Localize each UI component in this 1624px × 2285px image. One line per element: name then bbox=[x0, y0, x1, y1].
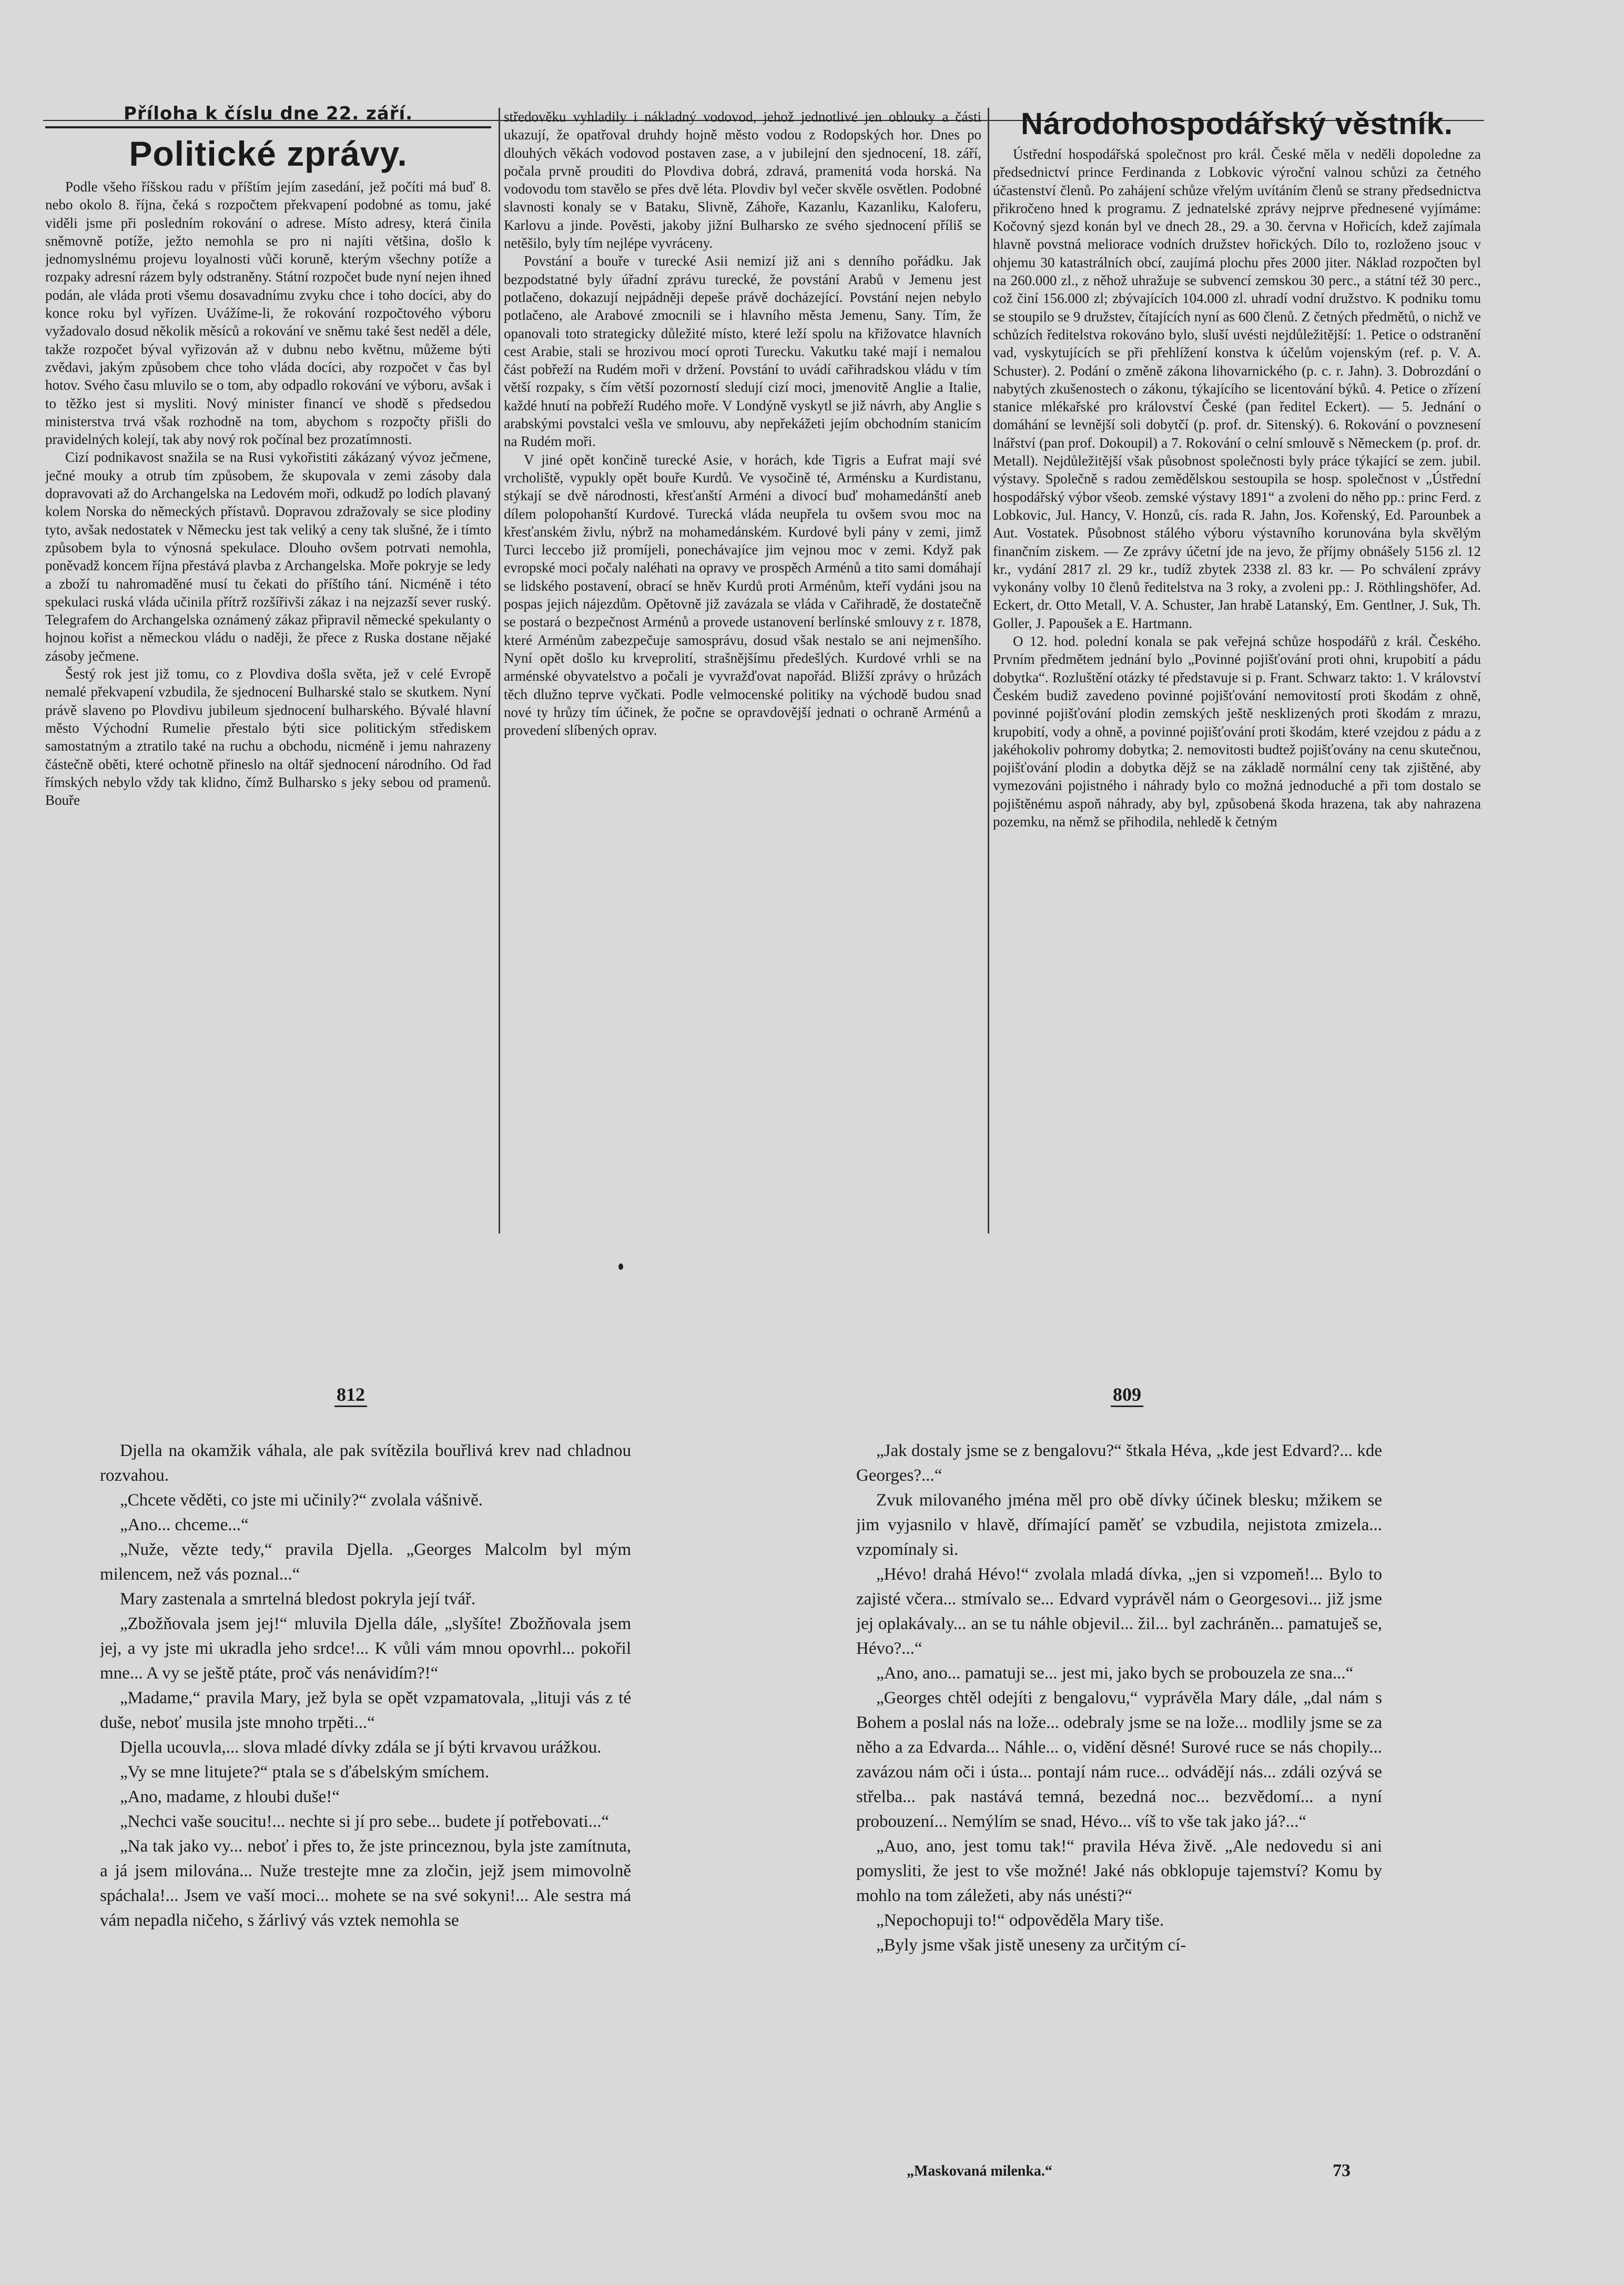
novel-right-paragraph: „Byly jsme však jistě uneseny za určitým cí- bbox=[876, 1936, 1186, 1955]
ink-speck bbox=[618, 1263, 623, 1270]
middle-paragraph: V jiné opět končině turecké Asie, v horách, kde Tigris a Eufrat mají své vrcholiště, vypukly opět bouře Kurdů. Ve vysočině té, Arménsku a Kurdistanu, stýkají se dvě národnosti, křesťanští Arméni a divocí buď mohamedánští aneb dílem polopohanští Kurdové. Turecká vláda neupřela tu ovšem svou moc na křesťanském živlu, nýbrž na mohamedánském. Kurdové byli pány v zemi, jimž Turci leccebo již promíjeli, ponechávajíce jim vejnou moc v zemi. Když pak evropské moci počaly naléhati na opravy ve prospěch Arménů a tito sami domáhají se lidského postavení, obrací se hněv Kurdů proti Arménům, kteří vydáni jsou na pospas jejich nájezdům. Opětovně již zavázala se vláda v Cařihradě, že dostatečně se postará o bezpečnost Arménů a provede ustanovení berlínské smlouvy z r. 1878, které Arménům zabezpečuje samosprávu, dosud však nestalo se ani nejmenšího. Nyní opět došlo ku krveprolití, strašnějšímu předešlých. Kurdové vrhli se na arménské obyvatelstvo a počali je vyvražďovat napořád. Bližší zprávy o hrůzách těch dlužno teprve vyčkati. Podle velmocenské politiky na východě budou snad nové ty hrůzy tím účinek, že počne se opravdovější jednati o ochraně Arménů a provedení slíbených oprav. bbox=[504, 451, 981, 739]
novel-left-paragraph: „Ano... chceme...“ bbox=[120, 1515, 249, 1534]
novel-footer-title: „Maskovaná milenka.“ bbox=[907, 2163, 1052, 2179]
economic-news-body bbox=[993, 145, 1481, 831]
novel-left-paragraph: Djella ucouvla,... slova mladé dívky zdála se jí býti krvavou urážkou. bbox=[120, 1738, 602, 1757]
novel-right-paragraph: „Hévo! drahá Hévo!“ zvolala mladá dívka, „jen si vzpomeň!... Bylo to zajisté včera... stmívalo se... Edvard vyprávěl nám o Georgesovi... již jsme jej oplakávaly... an se tu náhle objevil... žil... byl zachráněn... pamatuješ se, Hévo?...“ bbox=[856, 1565, 1382, 1658]
right-page-number bbox=[1111, 1383, 1143, 1407]
novel-left-paragraph: „Madame,“ pravila Mary, jež byla se opět vzpamatovala, „lituji vás z té duše, neboť musila jste mnoho trpěti...“ bbox=[100, 1689, 631, 1732]
political-news-title: Politické zprávy. bbox=[129, 134, 408, 173]
middle-paragraph: středověku vyhladily i nákladný vodovod, jehož jednotlivé jen oblouky a části ukazují, že opatřoval druhdy hojně město vodou z Rodopských hor. Dnes po dlouhých věkách vodovod postaven zase, a v jubilejní den sjednocení, 18. září, počala prvně prouditi do Plovdiva dobrá, zdravá, pramenitá voda horská. Na vodovodu tom stavělo se přes dvě léta. Plovdiv byl večer skvěle osvětlen. Podobné slavnosti konaly se v Bataku, Slivně, Záhoře, Kazanlu, Kazanliku, Kaloferu, Karlovu a jinde. Pověsti, jakoby jižní Bulharsko ze svého sjednocení příliš se netěšilo, byly tím nejlépe vyvráceny. bbox=[504, 109, 981, 251]
novel-right-paragraph: Zvuk milovaného jména měl pro obě dívky účinek blesku; mžikem se jim vyjasnilo v hlavě, dřímající paměť se vzbudila, nejistota zmizela... vzpomínaly si. bbox=[856, 1491, 1382, 1559]
novel-left-paragraph: „Nuže, vězte tedy,“ pravila Djella. „Georges Malcolm byl mým milencem, než vás poznal...“ bbox=[100, 1540, 631, 1584]
novel-right-paragraph: „Auo, ano, jest tomu tak!“ pravila Héva živě. „Ale nedovedu si ani pomysliti, že jest to vše možné! Jaké nás obklopuje tajemství? Komu by mohlo na tom záležeti, aby nás unésti?“ bbox=[856, 1837, 1382, 1905]
political-paragraph: Šestý rok jest již tomu, co z Plovdiva došla světa, jež v celé Evropě nemalé překvapení vzbudila, že sjednocení Bulharské stalo se skutkem. Nyní právě slaveno po Plovdivu jubileum sjednocení bulharského. Bývalé hlavní město Východní Rumelie přestalo býti sice politickým střediskem samostatným a ztratilo také na ruchu a obchodu, nicméně i jemu nahrazeny částečně oběti, které ochotně přineslo na oltář sjednocení národního. Od řad římských nebylo vždy tak klidno, čímž Bulharsko s jeky sebou od pramenů. Bouře bbox=[45, 666, 491, 808]
political-news-body bbox=[45, 178, 491, 809]
middle-paragraph: Povstání a bouře v turecké Asii nemizí již ani s denního pořádku. Jak bezpodstatné byly úřadní zprávu turecké, že povstání Arabů v Jemenu jest potlačeno, dokazují nejpádněji depeše právě docházející. Povstání nejen nebylo potlačeno, ale Arabové zmocnili se i hlavního města Jemenu, Sany. Tím, že opanovali toto strategicky důležité místo, které leží spolu na křižovatce hlavních cest Arabie, stali se hrozivou mocí oproti Turecku. Vakutku také mají i nemalou část pobřeží na Rudém moři v držení. Povstání to uvádí cařihradskou vládu v tím větší rozpaky, s čím větší pozorností sledují cizí moci, jmenovitě Anglie a Italie, každé hnutí na pobřeží Rudého moře. V Londýně vyskytl se již návrh, aby Anglie s arabskými povstalci vešla ve smlouvu, aby nepřekážeti jejím obchodním stanicím na Rudém moři. bbox=[504, 253, 981, 450]
supplement-underline bbox=[45, 126, 491, 128]
novel-left-paragraph: „Zbožňovala jsem jej!“ mluvila Djella dále, „slyšíte! Zbožňovala jsem jej, a vy jste mi ukradla jeho srdce!... K vůli vám mnou opovrhl... pokořil mne... A vy se ještě ptáte, proč vás nenávidím?!“ bbox=[100, 1614, 631, 1683]
column-divider-1 bbox=[499, 108, 500, 1234]
economic-paragraph: O 12. hod. polední konala se pak veřejná schůze hospodářů z král. Českého. Prvním předmětem jednání bylo „Povinné pojišťování proti ohni, krupobití a pádu dobytka“. Rozluštění otázky té představuje si p. Frant. Schwarz takto: 1. V království Českém budiž zavedeno povinné pojišťování nemovitostí proti škodám z ohně, povinné pojišťování plodin zemských ještě nesklizených proti škodám z mrazu, krupobití, vody a ohně, a povinné pojišťování proti škodám, které vzejdou z pádu a z jakéhokoliv pohromy dobytka; 2. nemovitosti budtež pojišťovány na cenu skutečnou, pojišťování plodin a dobytka dějž se na základě normální ceny tak zjištěné, aby vymezováni pojistného i náhrady bylo co možná jednoduché a při tom dostalo se pojištěnému aspoň náhrady, aby byl, způsobená škoda hrazena, tak aby nahrazena pozemku, na němž se přihodila, nehledě k četným bbox=[993, 633, 1481, 830]
economic-paragraph: Ústřední hospodářská společnost pro král. České měla v neděli dopoledne za předsednictví prince Ferdinanda z Lobkovic výroční valnou schůzi za četného účastenství členů. Po zahájení schůze vřelým uvítáním členů se strany předsednictva přikročeno hned k programu. Z jednatelské zprávy nejprve přednesené vyjímáme: Kočovný sjezd konán byl ve dnech 28., 29. a 30. června v Hořicích, kdež zajímala hlavně povstná meliorace vodních družstev hořických. Dílo to, rozloženo jsouc v ohjemu 30 katastrálních obcí, zaujímá plochu přes 2000 jiter. Náklad rozpočten byl na 260.000 zl., z něhož uhražuje se subvencí zemskou 30 perc., a státní též 30 perc., což činí 156.000 zl; zbývajících 104.000 zl. uhradí vodní družstvo. K podniku tomu se stoupilo se 9 družstev, čítajících nyní as 600 členů. Z četných předmětů, o nichž ve schůzích ředitelstva rokováno bylo, sluší uvésti nejdůležitější: 1. Petice o odstranění vad, vyskytujících se při přehlížení konstva k účelům vojenským (ref. p. V. A. Schuster). 2. Podání o změně zákona lihovarnického (p. c. r. Jahn). 3. Dobrozdání o nabytých zkušenostech o zákonu, týkajícího se licentování býků. 4. Petice o zřízení stanice mlékařské pro království České (pan ředitel Eckert). — 5. Jednání o domáhání se levnější soli dobytčí (p. prof. dr. Sitenský). 6. Rokování o povznesení lnářství (pan prof. Dokoupil) a 7. Rokování o celní smlouvě s Německem (p. prof. dr. Metall). Nejdůležitější však působnost společnosti byly práce týkající se zem. jubil. výstavy. Společně s radou zemědělskou sestoupila se hosp. společnost v „Ústřední hospodářský výbor všeob. zemské výstavy 1891“ a zvoleni do něho pp.: princ Ferd. z Lobkovic, Jul. Hancy, V. Honzů, cís. rada R. Jahn, Jos. Kořenský, Ed. Parounbek a Aut. Vostatek. Působnost stálého výboru výstavního korunována byla skvělým finančním ziskem. — Ze zprávy účetní jde na jevo, že příjmy obnášely 5156 zl. 12 kr., vydání 2817 zl. 29 kr., tudíž zbytek 2338 zl. 83 kr. — Po schválení zprávy vykonány volby 10 členů ředitelstva na 3 roky, a zvoleni pp.: J. Röthlingshöfer, Ad. Eckert, dr. Otto Metall, V. A. Schuster, Jan hrabě Latanský, Em. Gentlner, J. Suk, Th. Goller, J. Papoušek a E. Hartmann. bbox=[993, 146, 1481, 631]
novel-left-paragraph: Mary zastenala a smrtelná bledost pokryla její tvář. bbox=[120, 1590, 476, 1609]
economic-news-title: Národohospodářský věstník. bbox=[1020, 107, 1454, 141]
novel-footer-signature: 73 bbox=[1333, 2161, 1351, 2180]
novel-left-column bbox=[100, 1439, 631, 2217]
economic-news-column bbox=[993, 104, 1481, 1230]
novel-right-paragraph: „Ano, ano... pamatuji se... jest mi, jako bych se probouzela ze sna...“ bbox=[876, 1664, 1354, 1683]
novel-right-paragraph: „Nepochopuji to!“ odpověděla Mary tiše. bbox=[876, 1911, 1164, 1930]
political-paragraph: Podle všeho říšskou radu v příštím jejím zasedání, jež počíti má buď 8. nebo okolo 8. října, čeká s rozpočtem překvapení podobné as tomu, jaké viděli jsme při posledním rokování o adrese. Místo adresy, která činila sněmovně potíže, ježto nemohla se pro ni najíti většina, došlo k jednomyslnému projevu loyalnosti vůči koruně, kterým všechny potíže a rozpaky adresní rázem byly odstraněny. Státní rozpočet bude nyní nejen ihned podán, ale vláda proti všemu dosavadnímu zvyku chce i toho docíci, aby do konce roku byl vyřízen. Uvážíme-li, že rokování rozpočtového výboru vyžadovalo dosud několik měsíců a rokování ve sněmu také šest neděl a déle, takže rozpočet býval vyřizován až v dubnu nebo květnu, můžeme býti zvědavi, jakým způsobem chce toho vláda docíci, aby rozpočet v čas byl hotov. Svého času mluvilo se o tom, aby odpadlo rokování ve výboru, avšak i to těžko jest si mysliti. Nový minister financí ve shodě s předsedou ministerstva trvá však rozhodně na tom, abychom s rozpočty přišli do pravidelných kolejí, tak aby nový rok počínal bez prozatímnosti. bbox=[45, 179, 491, 448]
middle-news-column bbox=[504, 108, 981, 1234]
political-paragraph: Cizí podnikavost snažila se na Rusi vykořistiti zákázaný vývoz ječmene, ječné mouky a otrub tím způsobem, že skupovala v zemi zásoby dala dopravovati až do Archangelska na Ledovém moři, odkudž po lodích plavaný kolem Norska do německých přístavů. Dopravou zdražovaly se sice plodiny tyto, avšak nedostatek v Německu jest tak veliký a ceny tak slušné, že i tímto způsobem byla to výnosná spekulace. Dlouho ovšem potrvati nemohla, poněvadž koncem října přestává plavba z Archangelska. Moře pokryje se ledy a zboží tu nahromaděné musí tu čekati do příštího tání. Nicméně i této spekulaci ruská vláda učinila přítrž rozšířivši zákaz i na nejzazší sever ruský. Telegrafem do Archangelska oznámený zákaz připravil německé spekulanty o hojnou kořist a německou vládu o naději, že přece z Ruska dostane nějaké zásoby ječmene. bbox=[45, 449, 491, 664]
novel-left-paragraph: „Na tak jako vy... neboť i přes to, že jste princeznou, byla jste zamítnuta, a já jsem milována... Nuže trestejte mne za zločin, jejž jsem mimovolně spáchala!... Jsem ve vaší moci... mohete se na své sokyni!... Ale sestra má vám nepadla ničeho, s žárlivý vás vztek nemohla se bbox=[100, 1837, 631, 1930]
novel-left-paragraph: Djella na okamžik váhala, ale pak svítězila bouřlivá krev nad chladnou rozvahou. bbox=[100, 1441, 631, 1485]
political-news-column bbox=[45, 103, 491, 1229]
right-page-number-text: 809 bbox=[1111, 1383, 1143, 1407]
novel-right-paragraph: „Jak dostaly jsme se z bengalovu?“ štkala Héva, „kde jest Edvard?... kde Georges?...“ bbox=[856, 1441, 1382, 1485]
supplement-line: Příloha k číslu dne 22. září. bbox=[123, 103, 413, 124]
novel-right-column bbox=[856, 1439, 1382, 2144]
column-divider-2 bbox=[988, 108, 989, 1234]
novel-left-paragraph: „Vy se mne litujete?“ ptala se s ďábelským smíchem. bbox=[120, 1763, 490, 1782]
novel-left-paragraph: „Ano, madame, z hloubi duše!“ bbox=[120, 1787, 340, 1806]
left-page-number bbox=[334, 1383, 367, 1407]
novel-left-paragraph: „Chcete věděti, co jste mi učinily?“ zvolala vášnivě. bbox=[120, 1491, 483, 1510]
left-page-number-text: 812 bbox=[334, 1383, 367, 1407]
novel-left-paragraph: „Nechci vaše soucitu!... nechte si jí pro sebe... budete jí potřebovati...“ bbox=[120, 1812, 610, 1831]
novel-right-paragraph: „Georges chtěl odejíti z bengalovu,“ vyprávěla Mary dále, „dal nám s Bohem a poslal nás na lože... odebraly jsme se na lože... modlily jsme se za něho a za Edvarda... Náhle... o, vidění děsné! Surové ruce se nás chopily... zavázou nám oči i ústa... pontají nám ruce... odvádějí nás... zdáli ozývá se střelba... pak nastává temná, bezedná noc... bezvědomí... a nyní probouzení... Nemýlím se snad, Hévo... víš to vše tak jako já?...“ bbox=[856, 1689, 1382, 1831]
